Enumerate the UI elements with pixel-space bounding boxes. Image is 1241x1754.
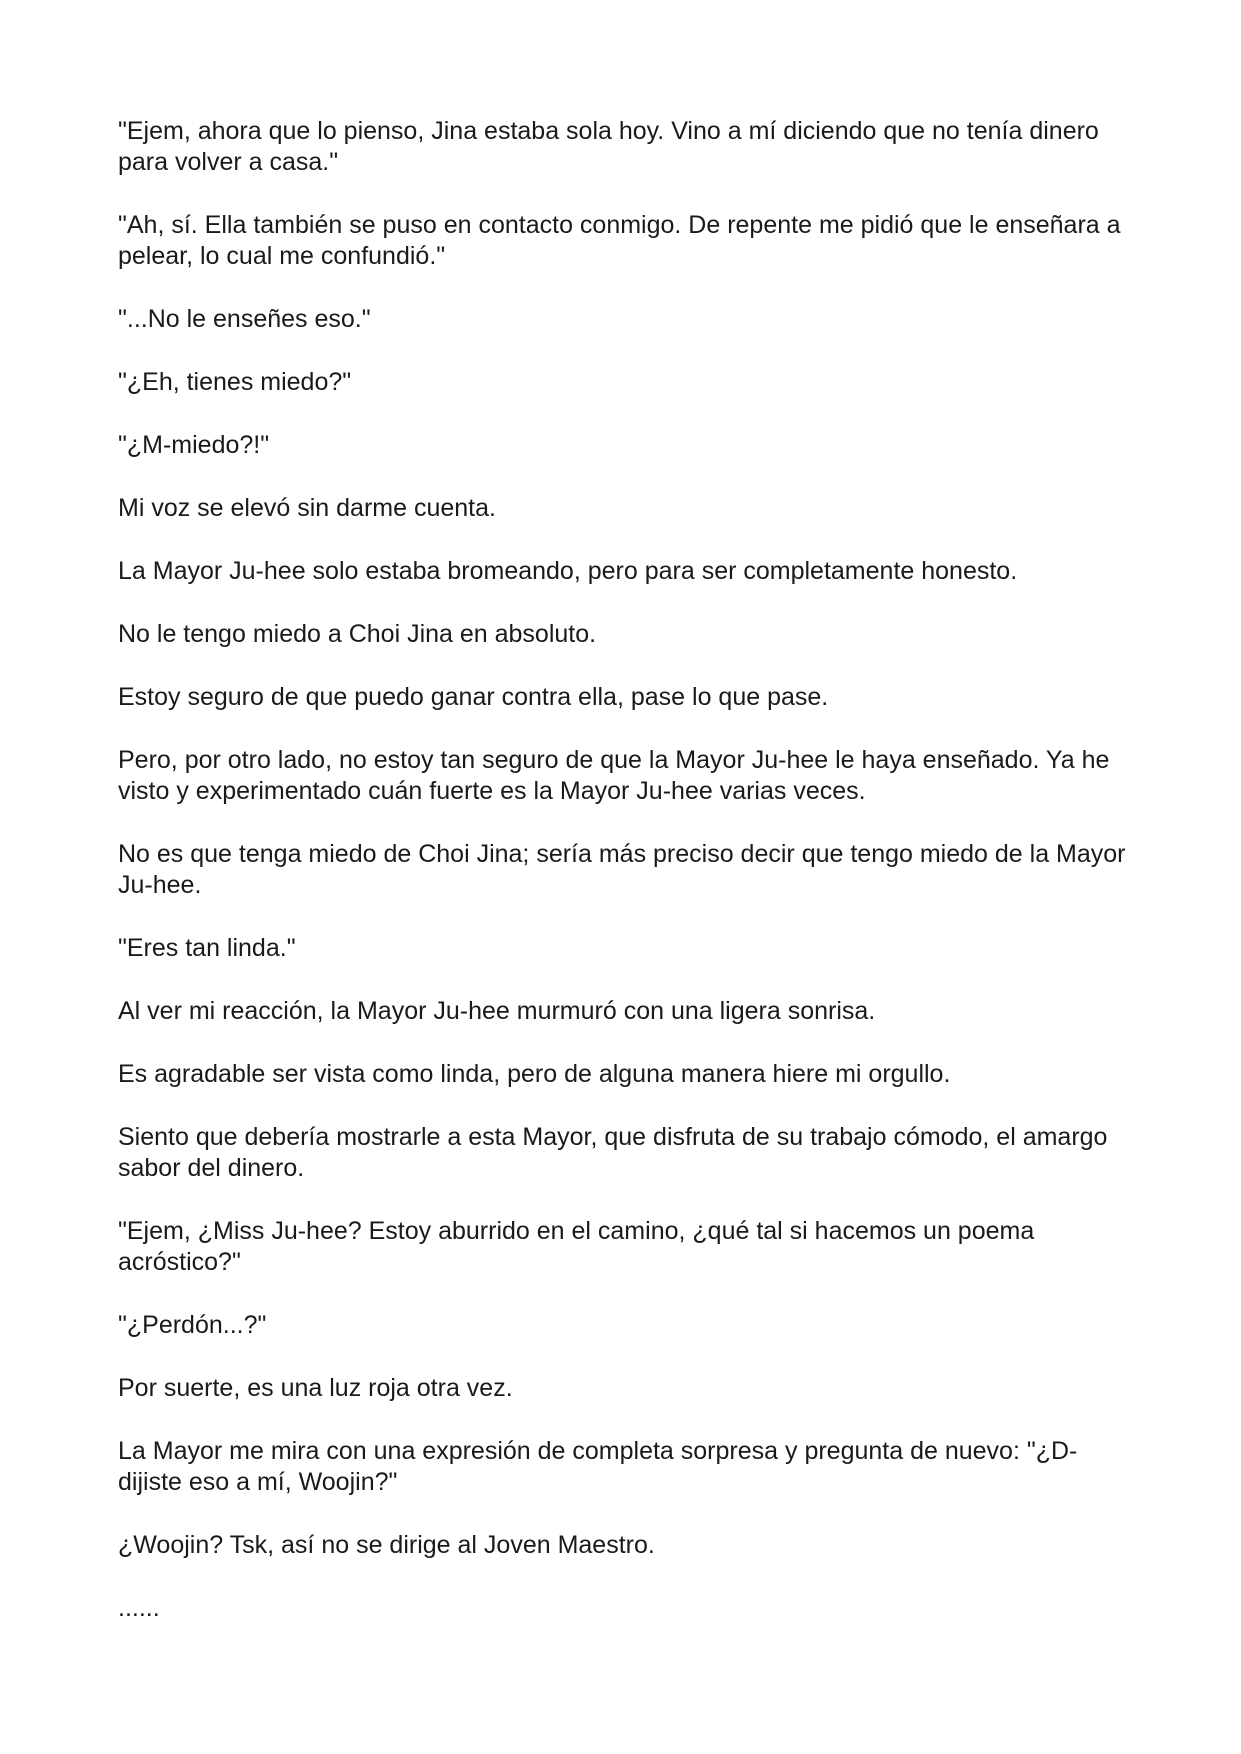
paragraph-18: Por suerte, es una luz roja otra vez. (118, 1374, 513, 1402)
paragraph-3: "...No le enseñes eso." (118, 305, 371, 333)
paragraph-11: No es que tenga miedo de Choi Jina; sería más preciso decir que tengo miedo de la Mayor Ju-hee. (118, 840, 1126, 899)
paragraph-19: La Mayor me mira con una expresión de completa sorpresa y pregunta de nuevo: "¿D-dijiste eso a mí, Woojin?" (118, 1437, 1078, 1496)
paragraph-2: "Ah, sí. Ella también se puso en contacto conmigo. De repente me pidió que le enseñara a pelear, lo cual me confundió." (118, 211, 1121, 270)
paragraph-8: No le tengo miedo a Choi Jina en absoluto. (118, 620, 597, 648)
paragraph-13: Al ver mi reacción, la Mayor Ju-hee murmuró con una ligera sonrisa. (118, 997, 876, 1025)
paragraph-14: Es agradable ser vista como linda, pero de alguna manera hiere mi orgullo. (118, 1060, 951, 1088)
paragraph-7: La Mayor Ju-hee solo estaba bromeando, pero para ser completamente honesto. (118, 557, 1018, 585)
paragraph-5: "¿M-miedo?!" (118, 431, 270, 459)
paragraph-9: Estoy seguro de que puedo ganar contra ella, pase lo que pase. (118, 683, 829, 711)
paragraph-15: Siento que debería mostrarle a esta Mayor, que disfruta de su trabajo cómodo, el amargo sabor del dinero. (118, 1123, 1108, 1182)
paragraph-4: "¿Eh, tienes miedo?" (118, 368, 352, 396)
paragraph-10: Pero, por otro lado, no estoy tan seguro de que la Mayor Ju-hee le haya enseñado. Ya he visto y experimentado cuán fuerte es la Mayor Ju-hee varias veces. (118, 746, 1110, 805)
paragraph-20: ¿Woojin? Tsk, así no se dirige al Joven Maestro. (118, 1531, 655, 1559)
paragraph-16: "Ejem, ¿Miss Ju-hee? Estoy aburrido en el camino, ¿qué tal si hacemos un poema acróstico?" (118, 1217, 1035, 1276)
paragraph-17: "¿Perdón...?" (118, 1311, 267, 1339)
paragraph-1: "Ejem, ahora que lo pienso, Jina estaba sola hoy. Vino a mí diciendo que no tenía dinero para volver a casa." (118, 117, 1099, 176)
paragraph-21: ...... (118, 1594, 160, 1622)
paragraph-12: "Eres tan linda." (118, 934, 296, 962)
document-body (118, 116, 1128, 1656)
paragraph-6: Mi voz se elevó sin darme cuenta. (118, 494, 496, 522)
